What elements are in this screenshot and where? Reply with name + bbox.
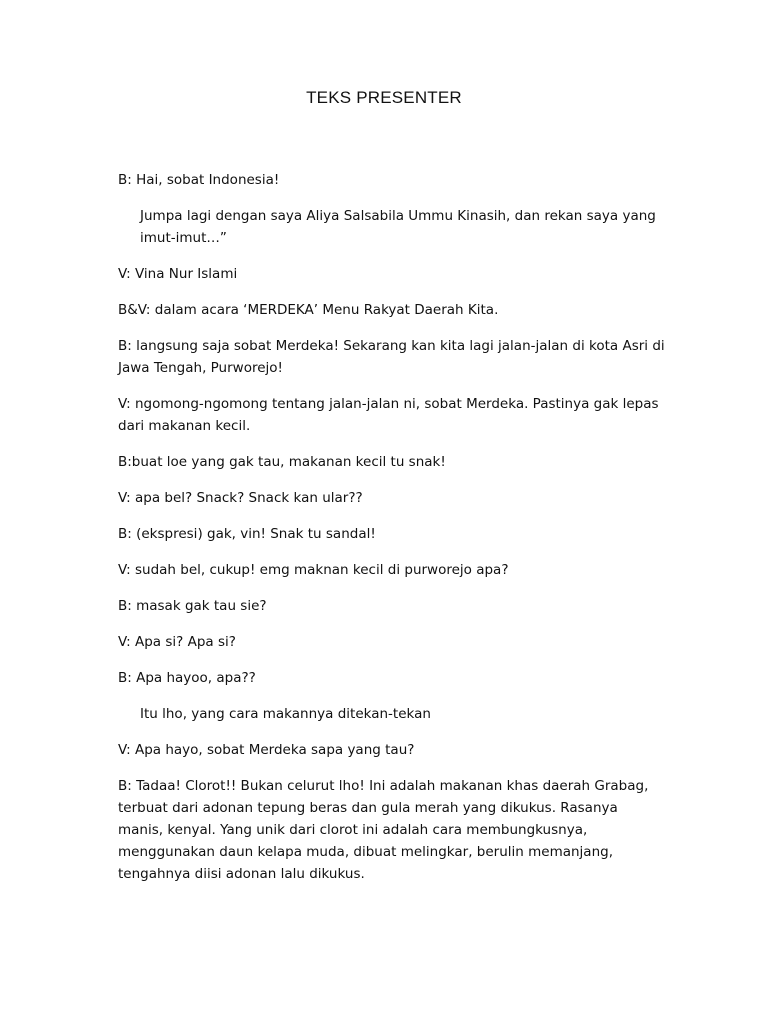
script-paragraph xyxy=(118,393,678,437)
script-paragraph xyxy=(118,595,678,617)
script-paragraph xyxy=(118,667,678,689)
script-line: V: ngomong-ngomong tentang jalan-jalan ni, sobat Merdeka. Pastinya gak lepas xyxy=(118,396,659,412)
script-line: V: Apa hayo, sobat Merdeka sapa yang tau? xyxy=(118,742,415,758)
script-paragraph xyxy=(118,299,678,321)
script-line: Jumpa lagi dengan saya Aliya Salsabila Ummu Kinasih, dan rekan saya yang xyxy=(140,208,656,224)
script-line: Itu lho, yang cara makannya ditekan-tekan xyxy=(140,706,431,722)
script-paragraph xyxy=(118,487,678,509)
script-line: B: (ekspresi) gak, vin! Snak tu sandal! xyxy=(118,526,376,542)
script-line: tengahnya diisi adonan lalu dikukus. xyxy=(118,866,365,882)
script-paragraph xyxy=(118,559,678,581)
script-paragraph xyxy=(118,263,678,285)
script-line: V: sudah bel, cukup! emg maknan kecil di purworejo apa? xyxy=(118,562,509,578)
script-line: dari makanan kecil. xyxy=(118,418,251,434)
script-paragraph xyxy=(118,169,678,191)
script-line: V: Apa si? Apa si? xyxy=(118,634,236,650)
script-paragraph xyxy=(118,703,678,725)
script-paragraph xyxy=(118,205,678,249)
script-line: B: Tadaa! Clorot!! Bukan celurut lho! Ini adalah makanan khas daerah Grabag, xyxy=(118,778,649,794)
script-line: B: langsung saja sobat Merdeka! Sekarang kan kita lagi jalan-jalan di kota Asri di xyxy=(118,338,665,354)
script-paragraph xyxy=(118,523,678,545)
script-line: V: Vina Nur Islami xyxy=(118,266,238,282)
document-title: TEKS PRESENTER xyxy=(306,88,462,107)
script-line: B&V: dalam acara ‘MERDEKA’ Menu Rakyat Daerah Kita. xyxy=(118,302,499,318)
script-line: manis, kenyal. Yang unik dari clorot ini adalah cara membungkusnya, xyxy=(118,822,588,838)
script-line: B: Hai, sobat Indonesia! xyxy=(118,172,280,188)
script-line: B: masak gak tau sie? xyxy=(118,598,267,614)
script-line: menggunakan daun kelapa muda, dibuat melingkar, berulin memanjang, xyxy=(118,844,613,860)
script-paragraph xyxy=(118,775,678,885)
presenter-script xyxy=(118,169,678,899)
script-line: B:buat loe yang gak tau, makanan kecil tu snak! xyxy=(118,454,446,470)
script-line: terbuat dari adonan tepung beras dan gula merah yang dikukus. Rasanya xyxy=(118,800,618,816)
script-paragraph xyxy=(118,451,678,473)
script-paragraph xyxy=(118,631,678,653)
script-line: B: Apa hayoo, apa?? xyxy=(118,670,256,686)
script-line: V: apa bel? Snack? Snack kan ular?? xyxy=(118,490,363,506)
script-paragraph xyxy=(118,739,678,761)
script-line: Jawa Tengah, Purworejo! xyxy=(118,360,283,376)
script-line: imut-imut…” xyxy=(140,230,227,246)
script-paragraph xyxy=(118,335,678,379)
